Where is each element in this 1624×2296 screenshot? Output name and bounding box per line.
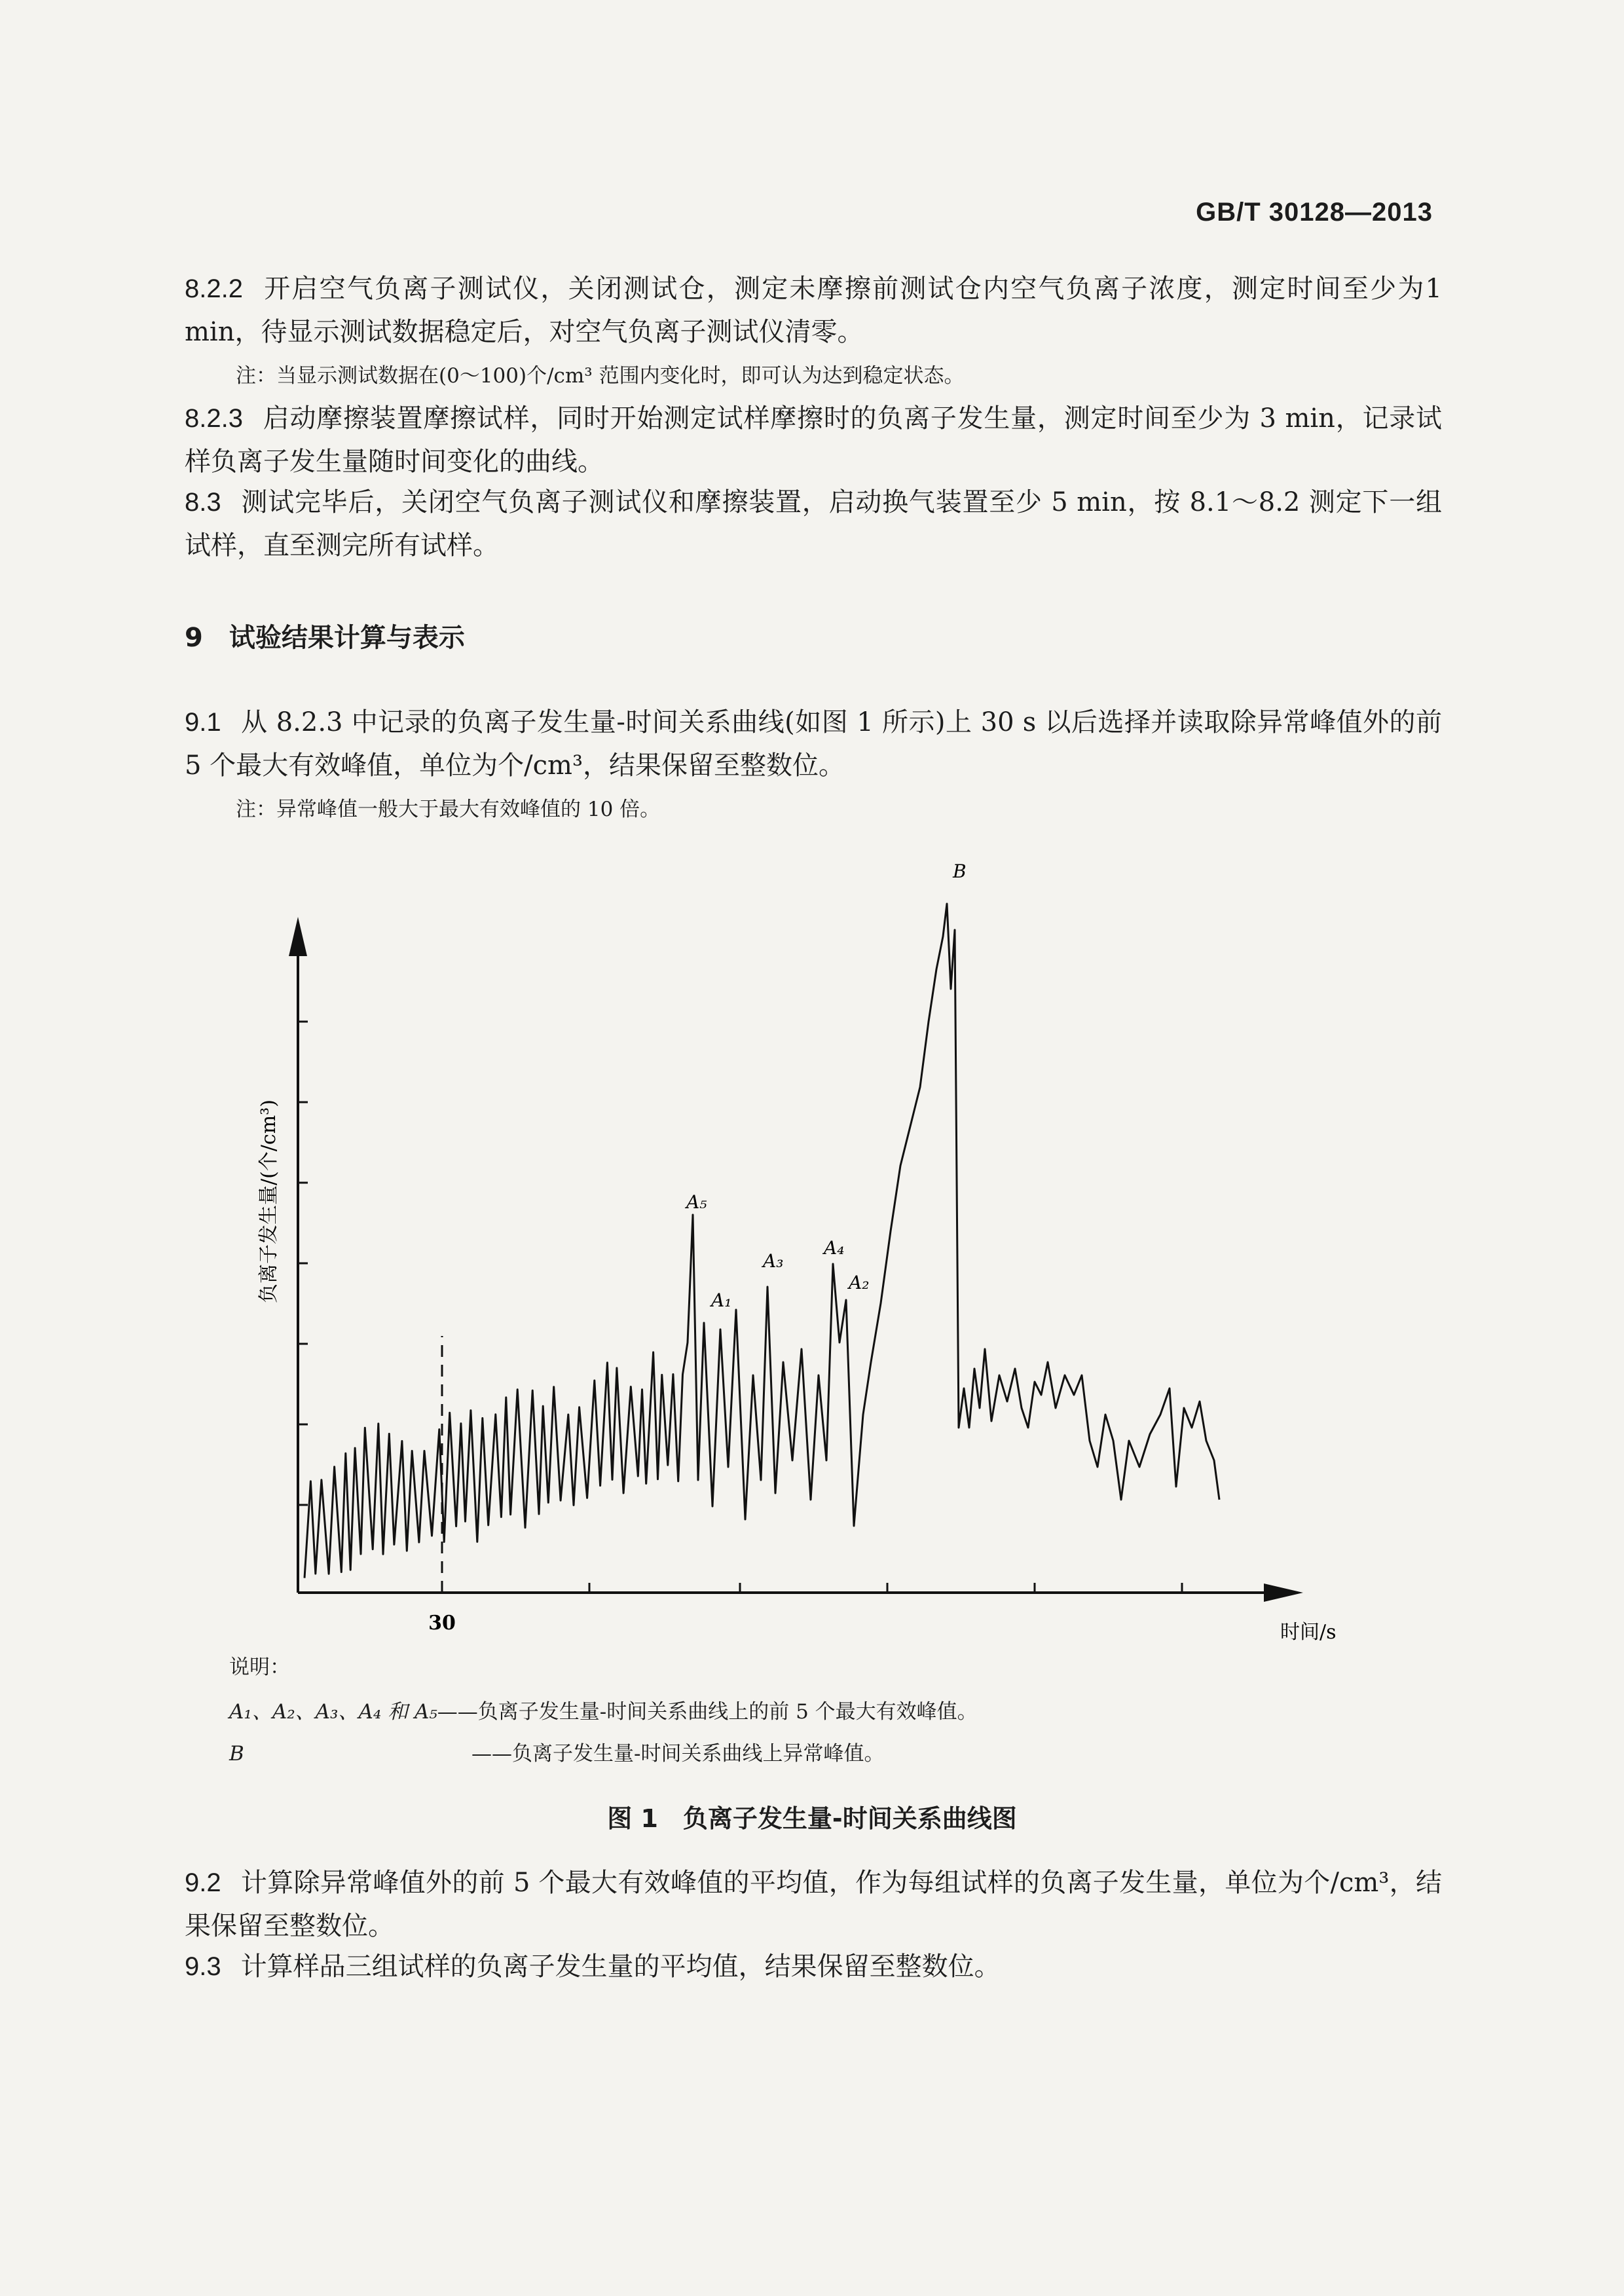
x-ticks <box>442 1583 1182 1593</box>
section-number: 9.1 <box>185 708 221 737</box>
peak-label-b: B <box>953 861 967 882</box>
note-9-1: 注：异常峰值一般大于最大有效峰值的 10 倍。 <box>236 798 661 821</box>
document-number: GB/T 30128—2013 <box>1196 198 1433 227</box>
legend-symbol: A₁、A₂、A₃、A₄ 和 A₅ <box>229 1700 437 1724</box>
section-number: 8.3 <box>185 488 221 517</box>
section-text: 测试完毕后，关闭空气负离子测试仪和摩擦装置，启动换气装置至少 5 min，按 8.1～8.2 测定下一组试样，直至测完所有试样。 <box>185 487 1442 561</box>
section-9-3 <box>185 1945 1442 1988</box>
legend-symbol: B <box>229 1742 244 1766</box>
section-number: 8.2.3 <box>185 404 243 433</box>
section-title: 试验结果计算与表示 <box>229 623 465 653</box>
peak-label-a3: A₃ <box>763 1250 784 1272</box>
legend-desc: ——负离子发生量-时间关系曲线上异常峰值。 <box>471 1742 885 1766</box>
peak-label-a2: A₂ <box>849 1272 870 1293</box>
x-axis-arrow <box>1264 1583 1303 1602</box>
section-text: 启动摩擦装置摩擦试样，同时开始测定试样摩擦时的负离子发生量，测定时间至少为 3 min，记录试样负离子发生量随时间变化的曲线。 <box>185 403 1442 477</box>
section-text: 从 8.2.3 中记录的负离子发生量-时间关系曲线(如图 1 所示)上 30 s 以后选择并读取除异常峰值外的前 5 个最大有效峰值，单位为个/cm³，结果保留至整数位。 <box>185 707 1442 781</box>
section-text: 开启空气负离子测试仪，关闭测试仓，测定未摩擦前测试仓内空气负离子浓度，测定时间至少为1 min，待显示测试数据稳定后，对空气负离子测试仪清零。 <box>185 274 1442 347</box>
figure-caption: 图 1 负离子发生量-时间关系曲线图 <box>607 1804 1017 1833</box>
x-tick-label-30: 30 <box>428 1612 456 1635</box>
section-number: 9.3 <box>185 1952 221 1981</box>
y-ticks <box>298 1022 308 1505</box>
y-axis-label: 负离子发生量/(个/cm³) <box>257 1100 280 1303</box>
ion-curve-line <box>304 904 1219 1578</box>
section-9-2 <box>185 1861 1442 1948</box>
x-axis-label: 时间/s <box>1280 1621 1337 1644</box>
peak-label-a1: A₁ <box>711 1289 732 1311</box>
y-axis-arrow <box>289 917 307 956</box>
section-number: 9 <box>185 623 203 653</box>
peak-label-a5: A₅ <box>686 1191 707 1213</box>
peak-label-a4: A₄ <box>824 1237 845 1259</box>
legend-title: 说明： <box>229 1656 290 1679</box>
section-number: 8.2.2 <box>185 274 243 303</box>
legend-item-b <box>229 1737 884 1766</box>
legend-desc: ——负离子发生量-时间关系曲线上的前 5 个最大有效峰值。 <box>437 1700 978 1724</box>
note-8-2-2: 注：当显示测试数据在(0～100)个/cm³ 范围内变化时，即可认为达到稳定状态。 <box>236 364 965 388</box>
legend-item-a <box>229 1695 978 1724</box>
section-number: 9.2 <box>185 1868 221 1897</box>
section-text: 计算样品三组试样的负离子发生量的平均值，结果保留至整数位。 <box>240 1952 1001 1982</box>
section-text: 计算除异常峰值外的前 5 个最大有效峰值的平均值，作为每组试样的负离子发生量，单位为个/cm³，结果保留至整数位。 <box>185 1868 1442 1941</box>
